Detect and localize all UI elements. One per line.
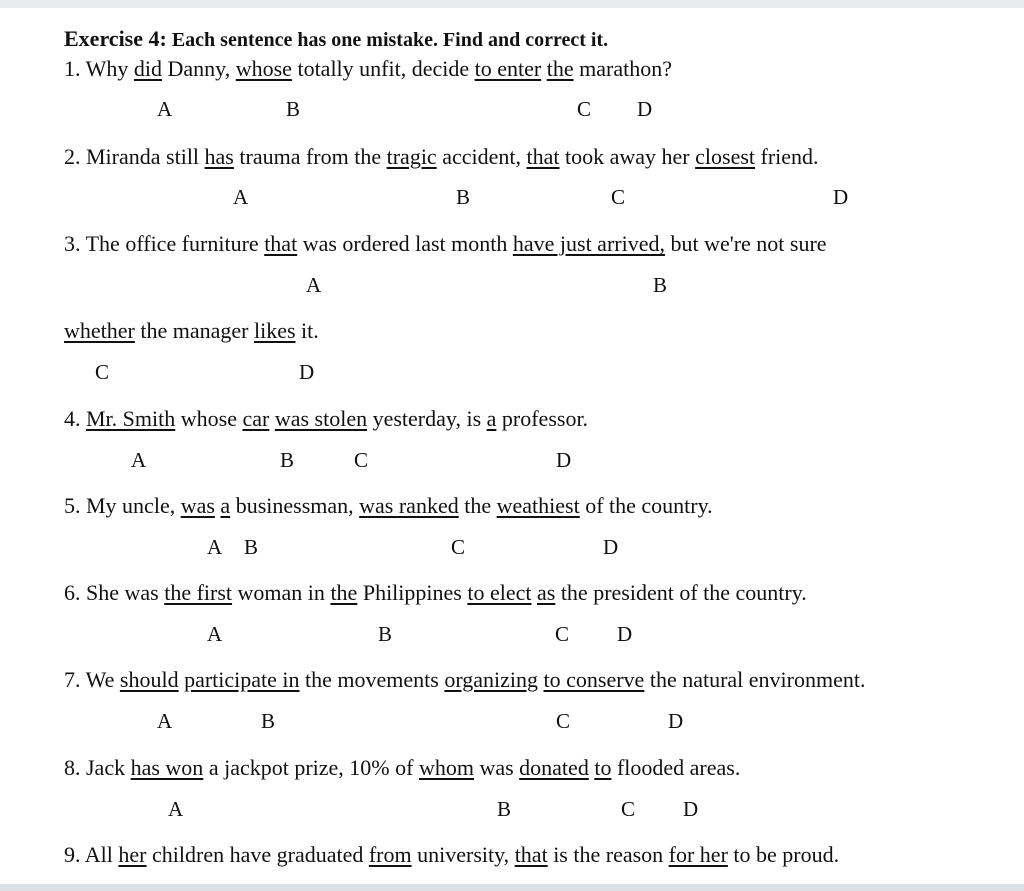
question-number: 1. [64, 56, 86, 81]
question-4 [64, 406, 588, 432]
question-number: 2. [64, 144, 86, 169]
underlined-option: was [180, 493, 215, 518]
sentence-text: My uncle, [86, 493, 181, 518]
option-label-d: D [683, 797, 699, 821]
question-number: 9. [64, 842, 85, 867]
option-label-a: A [306, 273, 322, 297]
sentence-text: All [84, 842, 119, 867]
sentence-text: totally unfit, decide [291, 56, 475, 81]
option-label-d: D [833, 185, 849, 209]
option-label-d: D [668, 709, 684, 733]
sentence-text: took away her [559, 144, 696, 169]
underlined-option: to enter [474, 56, 542, 81]
question-9 [64, 842, 839, 868]
question-6 [64, 580, 807, 606]
sentence-text: whose [175, 406, 243, 431]
sentence-text: She was [86, 580, 165, 605]
option-label-c: C [451, 535, 466, 559]
option-label-c: C [95, 360, 110, 384]
underlined-option: that [264, 231, 298, 256]
sentence-text: friend. [755, 144, 819, 169]
exercise-title [64, 26, 608, 52]
option-label-b: B [378, 622, 393, 646]
underlined-option: the first [164, 580, 233, 605]
option-label-b: B [244, 535, 259, 559]
option-label-a: A [157, 709, 173, 733]
sentence-text: it. [295, 318, 319, 343]
option-label-b: B [456, 185, 471, 209]
underlined-option: organizing [444, 667, 539, 692]
question-1 [64, 56, 672, 82]
sentence-text: woman in [232, 580, 331, 605]
underlined-option: has [204, 144, 234, 169]
underlined-option: that [526, 144, 560, 169]
underlined-option: whether [64, 318, 135, 343]
underlined-option: was stolen [274, 406, 368, 431]
sentence-text: of the country. [579, 493, 713, 518]
exercise-heading: Exercise 4: [64, 26, 167, 51]
underlined-option: as [536, 580, 556, 605]
sentence-text: the manager [134, 318, 254, 343]
sentence-text: businessman, [230, 493, 360, 518]
sentence-text: professor. [496, 406, 589, 431]
underlined-option: from [368, 842, 412, 867]
question-7 [64, 667, 865, 693]
question-number: 7. [64, 667, 86, 692]
sentence-text: was [473, 755, 520, 780]
option-label-a: A [233, 185, 249, 209]
underlined-option: the [546, 56, 574, 81]
question-8 [64, 755, 740, 781]
option-label-a: A [168, 797, 184, 821]
sentence-text: yesterday, is [367, 406, 487, 431]
option-label-c: C [556, 709, 571, 733]
sentence-text: marathon? [573, 56, 672, 81]
underlined-option: did [133, 56, 162, 81]
option-label-d: D [617, 622, 633, 646]
question-number: 4. [64, 406, 86, 431]
sentence-text: is the reason [547, 842, 669, 867]
underlined-option: donated [519, 755, 589, 780]
sentence-text: accident, [436, 144, 527, 169]
underlined-option: her [118, 842, 147, 867]
exercise-instructions: Each sentence has one mistake. Find and correct it. [171, 29, 609, 51]
question-5 [64, 493, 713, 519]
question-3 [64, 231, 827, 257]
sentence-text: university, [411, 842, 515, 867]
sentence-text: was ordered last month [297, 231, 513, 256]
underlined-option: have just arrived, [512, 231, 665, 256]
sentence-text: The office furniture [85, 231, 265, 256]
top-edge [0, 0, 1024, 8]
underlined-option: to conserve [543, 667, 645, 692]
question-number: 6. [64, 580, 86, 605]
underlined-option: that [514, 842, 548, 867]
sentence-text: Danny, [162, 56, 236, 81]
option-label-d: D [603, 535, 619, 559]
underlined-option: whom [418, 755, 474, 780]
question-number: 8. [64, 755, 86, 780]
option-label-c: C [621, 797, 636, 821]
underlined-option: has won [130, 755, 204, 780]
sentence-text: We [85, 667, 120, 692]
option-label-b: B [286, 97, 301, 121]
underlined-option: closest [695, 144, 756, 169]
underlined-option: a [486, 406, 497, 431]
option-label-c: C [354, 448, 369, 472]
underlined-option: for her [668, 842, 728, 867]
underlined-option: likes [253, 318, 296, 343]
option-label-d: D [299, 360, 315, 384]
sentence-text: Philippines [357, 580, 468, 605]
option-label-b: B [653, 273, 668, 297]
question-number: 5. [64, 493, 86, 518]
sentence-text: trauma from the [233, 144, 387, 169]
sentence-text: children have graduated [146, 842, 369, 867]
option-label-b: B [261, 709, 276, 733]
question-2 [64, 144, 819, 170]
underlined-option: tragic [386, 144, 437, 169]
underlined-option: a [220, 493, 231, 518]
underlined-option: to elect [467, 580, 532, 605]
option-label-a: A [207, 622, 223, 646]
sentence-text: but we're not sure [664, 231, 827, 256]
sentence-text: Why [85, 56, 134, 81]
option-label-a: A [131, 448, 147, 472]
option-label-b: B [280, 448, 295, 472]
question-number: 3. [64, 231, 86, 256]
sentence-text: Miranda still [86, 144, 205, 169]
underlined-option: weathiest [496, 493, 580, 518]
option-label-a: A [207, 535, 223, 559]
sentence-text: to be proud. [727, 842, 840, 867]
underlined-option: to [594, 755, 612, 780]
option-label-c: C [577, 97, 592, 121]
underlined-option: participate in [184, 667, 300, 692]
option-label-c: C [611, 185, 626, 209]
sentence-text: the president of the country. [555, 580, 807, 605]
question-3-continuation [64, 318, 319, 344]
option-label-d: D [637, 97, 653, 121]
sentence-text: a jackpot prize, 10% of [203, 755, 419, 780]
underlined-option: was ranked [359, 493, 459, 518]
option-label-c: C [555, 622, 570, 646]
sentence-text: the [458, 493, 497, 518]
option-label-d: D [556, 448, 572, 472]
sentence-text: the movements [299, 667, 445, 692]
sentence-text: the natural environment. [644, 667, 866, 692]
bottom-edge [0, 884, 1024, 891]
underlined-option: Mr. Smith [86, 406, 176, 431]
underlined-option: whose [235, 56, 292, 81]
underlined-option: the [330, 580, 358, 605]
sentence-text: Jack [86, 755, 131, 780]
option-label-b: B [497, 797, 512, 821]
sentence-text: flooded areas. [611, 755, 741, 780]
option-label-a: A [157, 97, 173, 121]
underlined-option: should [119, 667, 179, 692]
underlined-option: car [242, 406, 270, 431]
